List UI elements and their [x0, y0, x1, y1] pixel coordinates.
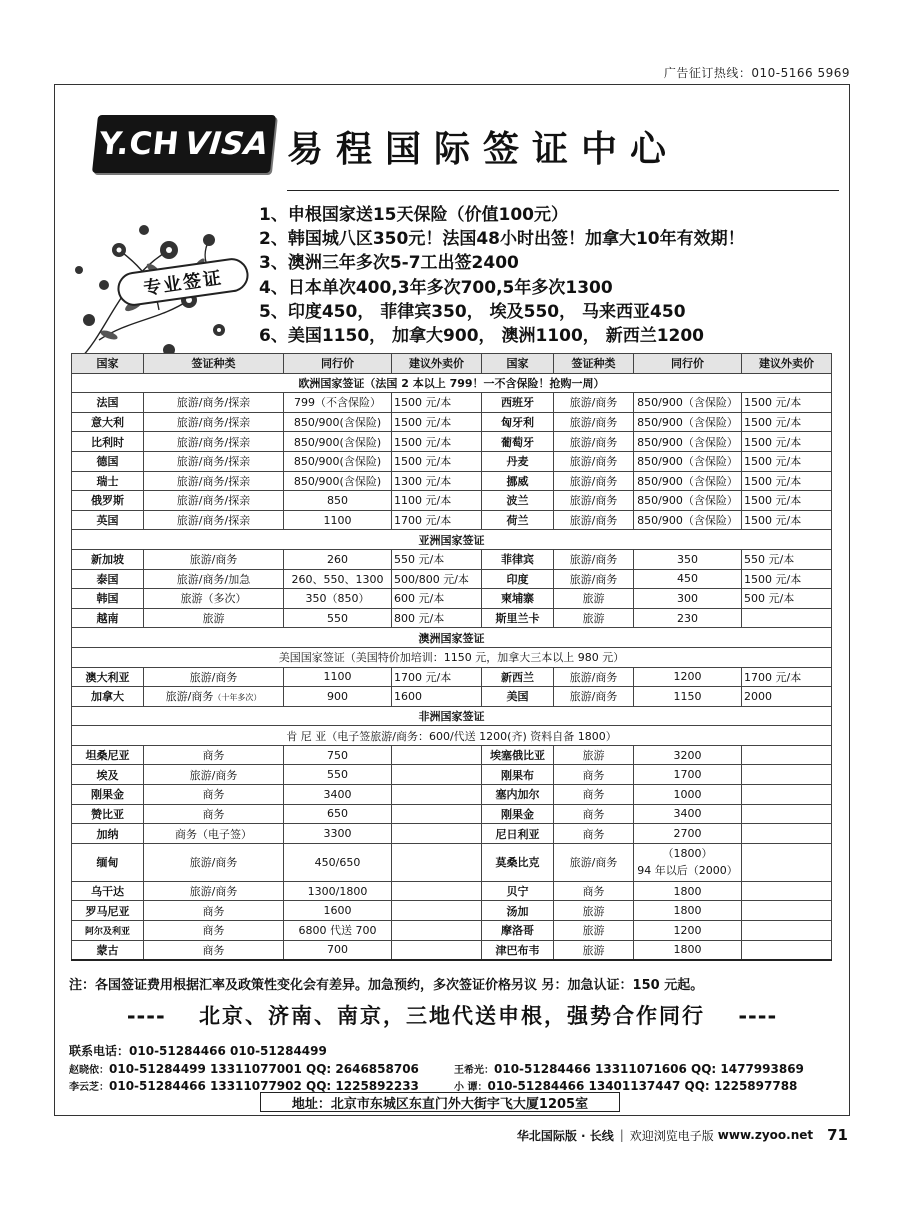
- visa-type-cell: 旅游: [554, 745, 634, 765]
- contact-name: 李云芝：: [69, 1082, 109, 1093]
- trade-price-cell: 1200: [634, 667, 742, 687]
- country-cell: 俄罗斯: [72, 491, 144, 511]
- country-cell: 尼日利亚: [482, 824, 554, 844]
- retail-price-cell: 1500 元/本: [742, 510, 832, 530]
- retail-price-cell: 1500 元/本: [392, 412, 482, 432]
- country-cell: 丹麦: [482, 451, 554, 471]
- country-cell: 新加坡: [72, 549, 144, 569]
- trade-price-cell: 750: [284, 745, 392, 765]
- table-row: [72, 491, 832, 511]
- retail-price-cell: [742, 608, 832, 628]
- country-cell: 刚果金: [72, 785, 144, 805]
- asia-section-title-text: 亚洲国家签证: [72, 530, 832, 550]
- retail-price-cell: 1500 元/本: [742, 432, 832, 452]
- canada-multi-entry-note: （十年多次）: [213, 693, 262, 703]
- table-row: [72, 451, 832, 471]
- table-row: [72, 549, 832, 569]
- country-cell: 刚果布: [482, 765, 554, 785]
- table-row: [72, 510, 832, 530]
- visa-type-cell: 旅游/商务: [554, 510, 634, 530]
- promotion-item: 1、申根国家送15天保险（价值100元）: [259, 205, 568, 225]
- visa-type-cell: 商务（电子签）: [144, 824, 284, 844]
- column-header: 建议外卖价: [392, 354, 482, 374]
- visa-type-cell: 旅游/商务: [144, 667, 284, 687]
- footer-section: 华北国际版 · 长线: [516, 1128, 614, 1143]
- column-header: 签证种类: [144, 354, 284, 374]
- country-cell: 意大利: [72, 412, 144, 432]
- trade-price-cell: 1600: [284, 901, 392, 921]
- country-cell: 泰国: [72, 569, 144, 589]
- retail-price-cell: 1500 元/本: [742, 412, 832, 432]
- trade-price-cell: 850/900（含保险）: [634, 510, 742, 530]
- trade-price-cell: 850/900（含保险）: [634, 412, 742, 432]
- asia-section-title: [72, 530, 832, 550]
- contact-name: 小 谭：: [454, 1082, 488, 1093]
- visa-type-cell: 旅游/商务: [554, 451, 634, 471]
- trade-price-cell: 3400: [634, 804, 742, 824]
- trade-price-cell: 850/900（含保险）: [634, 432, 742, 452]
- retail-price-cell: 2000: [742, 687, 832, 707]
- table-row: [72, 804, 832, 824]
- column-header: 同行价: [284, 354, 392, 374]
- trade-price-cell: 1100: [284, 667, 392, 687]
- visa-type-cell: 旅游/商务/探亲: [144, 393, 284, 413]
- column-header: 同行价: [634, 354, 742, 374]
- trade-price-cell: 3200: [634, 745, 742, 765]
- slogan-text: 北京、济南、南京，三地代送申根，强势合作同行: [199, 1004, 705, 1028]
- slogan-dash-right: ----: [738, 1004, 778, 1028]
- europe-section-title: [72, 373, 832, 393]
- promotion-item: 4、日本单次400,3年多次700,5年多次1300: [259, 277, 613, 298]
- trade-price-line: （1800）: [662, 847, 713, 861]
- visa-type-cell: 旅游: [554, 921, 634, 941]
- country-cell: 澳大利亚: [72, 667, 144, 687]
- retail-price-cell: 600 元/本: [392, 589, 482, 609]
- country-cell: 汤加: [482, 901, 554, 921]
- country-cell: 莫桑比克: [482, 843, 554, 881]
- retail-price-cell: [742, 901, 832, 921]
- trade-price-cell: 1000: [634, 785, 742, 805]
- visa-price-table: [71, 353, 832, 961]
- europe-section-title-text: 欧洲国家签证（法国 2 本以上 799！一不含保险！抢购一周）: [72, 373, 832, 393]
- country-cell: 塞内加尔: [482, 785, 554, 805]
- country-cell: 蒙古: [72, 940, 144, 960]
- country-cell: 波兰: [482, 491, 554, 511]
- retail-price-cell: 1500 元/本: [742, 393, 832, 413]
- retail-price-cell: [742, 804, 832, 824]
- visa-type-cell: 旅游/商务/探亲: [144, 471, 284, 491]
- visa-type-cell: 商务: [144, 901, 284, 921]
- visa-type-cell: 旅游/商务（十年多次）: [144, 687, 284, 707]
- visa-type-cell: 旅游（多次）: [144, 589, 284, 609]
- visa-type-cell: 商务: [554, 824, 634, 844]
- professional-visa-badge: 专业签证: [115, 256, 250, 308]
- country-cell: 缅甸: [72, 843, 144, 881]
- table-row: [72, 765, 832, 785]
- retail-price-cell: [742, 843, 832, 881]
- table-row: [72, 687, 832, 707]
- trade-price-cell: 850/900(含保险): [284, 451, 392, 471]
- table-row: [72, 745, 832, 765]
- visa-type-cell: 旅游/商务/探亲: [144, 412, 284, 432]
- column-header: 签证种类: [554, 354, 634, 374]
- contact-details: 010-51284499 13311077001 QQ: 2646858706: [109, 1061, 419, 1076]
- trade-price-cell: 850: [284, 491, 392, 511]
- contact-main: [69, 1043, 419, 1061]
- visa-type-cell: 旅游/商务: [554, 549, 634, 569]
- company-title: 易程国际签证中心: [287, 128, 680, 170]
- table-row: [72, 940, 832, 960]
- logo-text-visa: VISA: [183, 126, 271, 162]
- visa-type-cell: 商务: [144, 785, 284, 805]
- column-header: 国家: [72, 354, 144, 374]
- america-section-title: [72, 647, 832, 667]
- title-divider: [287, 190, 839, 191]
- trade-price-cell: 1800: [634, 901, 742, 921]
- retail-price-cell: [742, 745, 832, 765]
- visa-type-cell: 旅游/商务: [554, 432, 634, 452]
- country-cell: 韩国: [72, 589, 144, 609]
- table-row: [72, 432, 832, 452]
- trade-price-cell: 850/900(含保险): [284, 432, 392, 452]
- promotion-item: 3、澳洲三年多次5-7工出签2400: [259, 253, 519, 274]
- retail-price-cell: [742, 765, 832, 785]
- visa-type-cell: 旅游/商务/探亲: [144, 491, 284, 511]
- retail-price-cell: 1700 元/本: [392, 510, 482, 530]
- kenya-section-title: [72, 726, 832, 746]
- table-row: [72, 412, 832, 432]
- retail-price-cell: [742, 785, 832, 805]
- visa-type-cell: 旅游: [554, 608, 634, 628]
- country-cell: 加拿大: [72, 687, 144, 707]
- column-header: 建议外卖价: [742, 354, 832, 374]
- table-row: [72, 785, 832, 805]
- visa-type-cell: 旅游/商务: [144, 881, 284, 901]
- page-number: 71: [827, 1126, 848, 1144]
- table-row: [72, 471, 832, 491]
- trade-price-cell: 1800: [634, 881, 742, 901]
- contact-details: 010-51284466 13311071606 QQ: 1477993869: [494, 1061, 804, 1076]
- visa-type-cell: 商务: [554, 765, 634, 785]
- trade-price-cell: 260: [284, 549, 392, 569]
- trade-price-cell: 450: [634, 569, 742, 589]
- contact-main-label: 联系电话：: [69, 1044, 130, 1058]
- country-cell: 西班牙: [482, 393, 554, 413]
- trade-price-cell: 799（不含保险）: [284, 393, 392, 413]
- trade-price-cell: 1200: [634, 921, 742, 941]
- country-cell: 荷兰: [482, 510, 554, 530]
- country-cell: 印度: [482, 569, 554, 589]
- contact-name: 王希光：: [454, 1064, 494, 1076]
- kenya-section-title-text: 肯 尼 亚（电子签旅游/商务：600/代送 1200(齐) 资料自备 1800）: [72, 726, 832, 746]
- retail-price-cell: 1100 元/本: [392, 491, 482, 511]
- africa-section-title: [72, 706, 832, 726]
- retail-price-cell: [742, 921, 832, 941]
- trade-price-cell: 1150: [634, 687, 742, 707]
- country-cell: 摩洛哥: [482, 921, 554, 941]
- retail-price-cell: 550 元/本: [742, 549, 832, 569]
- retail-price-cell: 1600: [392, 687, 482, 707]
- retail-price-cell: 1700 元/本: [392, 667, 482, 687]
- retail-price-cell: [742, 824, 832, 844]
- contact-main-phones: 010-51284466 010-51284499: [129, 1044, 327, 1058]
- trade-price-cell: 350（850）: [284, 589, 392, 609]
- table-row: [72, 921, 832, 941]
- retail-price-cell: [392, 843, 482, 881]
- country-cell: 埃及: [72, 765, 144, 785]
- trade-price-cell: 1700: [634, 765, 742, 785]
- table-header-row: [72, 354, 832, 374]
- promotion-list: [259, 203, 745, 348]
- country-cell: 新西兰: [482, 667, 554, 687]
- trade-price-cell: [634, 843, 742, 881]
- country-cell: 英国: [72, 510, 144, 530]
- visa-type-cell: 旅游/商务: [554, 491, 634, 511]
- table-row: [72, 901, 832, 921]
- visa-type-cell: 旅游/商务: [554, 393, 634, 413]
- country-cell: 瑞士: [72, 471, 144, 491]
- visa-type-cell: 旅游/商务: [554, 667, 634, 687]
- footer-divider: |: [619, 1128, 624, 1142]
- country-cell: 贝宁: [482, 881, 554, 901]
- trade-price-cell: 700: [284, 940, 392, 960]
- promotion-item: 2、韩国城八区350元！法国48小时出签！加拿大10年有效期！: [259, 229, 745, 250]
- ad-frame: [54, 84, 850, 1116]
- retail-price-cell: 800 元/本: [392, 608, 482, 628]
- country-cell: 斯里兰卡: [482, 608, 554, 628]
- retail-price-cell: [392, 881, 482, 901]
- country-cell: 罗马尼亚: [72, 901, 144, 921]
- retail-price-cell: 1500 元/本: [742, 569, 832, 589]
- contact-row: [69, 1061, 804, 1079]
- table-row: [72, 667, 832, 687]
- contact-details: 010-51284466 13401137447 QQ: 1225897788: [487, 1079, 798, 1093]
- visa-type-cell: 旅游/商务: [144, 843, 284, 881]
- contact-name: 赵晓依：: [69, 1064, 109, 1076]
- retail-price-cell: 1300 元/本: [392, 471, 482, 491]
- retail-price-cell: 500/800 元/本: [392, 569, 482, 589]
- trade-price-cell: 550: [284, 608, 392, 628]
- retail-price-cell: [742, 881, 832, 901]
- retail-price-cell: 1500 元/本: [392, 393, 482, 413]
- retail-price-cell: 1500 元/本: [742, 491, 832, 511]
- footer-website-link[interactable]: www.zyoo.net: [717, 1128, 814, 1142]
- retail-price-cell: [392, 824, 482, 844]
- visa-type-cell: 旅游/商务: [554, 687, 634, 707]
- trade-price-cell: 3400: [284, 785, 392, 805]
- country-cell: 阿尔及利亚: [72, 921, 144, 941]
- table-row: [72, 843, 832, 881]
- country-cell: 德国: [72, 451, 144, 471]
- trade-price-cell: 350: [634, 549, 742, 569]
- trade-price-cell: 850/900(含保险): [284, 471, 392, 491]
- trade-price-cell: 1800: [634, 940, 742, 960]
- visa-type-cell: 旅游/商务: [144, 549, 284, 569]
- page-footer: [517, 1126, 848, 1144]
- retail-price-cell: [392, 901, 482, 921]
- retail-price-cell: [392, 804, 482, 824]
- trade-price-cell: 6800 代送 700: [284, 921, 392, 941]
- trade-price-cell: 2700: [634, 824, 742, 844]
- table-row: [72, 569, 832, 589]
- table-row: [72, 608, 832, 628]
- table-row: [72, 881, 832, 901]
- visa-type-cell: 旅游: [554, 589, 634, 609]
- trade-price-cell: 850/900（含保险）: [634, 471, 742, 491]
- trade-price-cell: 260、550、1300: [284, 569, 392, 589]
- retail-price-cell: [742, 940, 832, 960]
- office-address: 地址：北京市东城区东直门外大街宇飞大厦1205室: [260, 1092, 620, 1112]
- footer-welcome: 欢迎浏览电子版: [629, 1128, 714, 1143]
- retail-price-cell: [392, 745, 482, 765]
- trade-price-cell: 850/900（含保险）: [634, 393, 742, 413]
- country-cell: 柬埔寨: [482, 589, 554, 609]
- retail-price-cell: 1500 元/本: [742, 471, 832, 491]
- visa-type-cell: 旅游/商务: [554, 569, 634, 589]
- country-cell: 法国: [72, 393, 144, 413]
- visa-type-cell: 旅游/商务/加急: [144, 569, 284, 589]
- trade-price-cell: 900: [284, 687, 392, 707]
- country-cell: 挪威: [482, 471, 554, 491]
- retail-price-cell: [392, 765, 482, 785]
- trade-price-cell: 1300/1800: [284, 881, 392, 901]
- slogan-dash-left: ----: [126, 1004, 166, 1028]
- visa-type-cell: 商务: [144, 745, 284, 765]
- ad-hotline: 广告征订热线：010-5166 5969: [663, 66, 850, 80]
- retail-price-cell: 1500 元/本: [742, 451, 832, 471]
- visa-type-cell: 商务: [554, 881, 634, 901]
- country-cell: 越南: [72, 608, 144, 628]
- country-cell: 赞比亚: [72, 804, 144, 824]
- visa-type-cell: 商务: [554, 804, 634, 824]
- oceania-section-title-text: 澳洲国家签证: [72, 628, 832, 648]
- trade-price-cell: 850/900（含保险）: [634, 451, 742, 471]
- country-cell: 比利时: [72, 432, 144, 452]
- trade-price-line: 94 年以后（2000）: [637, 864, 738, 878]
- contact-details: 010-51284466 13311077902 QQ: 1225892233: [109, 1079, 419, 1093]
- country-cell: 加纳: [72, 824, 144, 844]
- trade-price-cell: 550: [284, 765, 392, 785]
- country-cell: 菲律宾: [482, 549, 554, 569]
- country-cell: 刚果金: [482, 804, 554, 824]
- retail-price-cell: 550 元/本: [392, 549, 482, 569]
- country-cell: 匈牙利: [482, 412, 554, 432]
- trade-price-cell: 1100: [284, 510, 392, 530]
- visa-type-cell: 商务: [144, 940, 284, 960]
- country-cell: 埃塞俄比亚: [482, 745, 554, 765]
- country-cell: 津巴布韦: [482, 940, 554, 960]
- country-cell: 葡萄牙: [482, 432, 554, 452]
- visa-type-cell: 商务: [554, 785, 634, 805]
- africa-section-title-text: 非洲国家签证: [72, 706, 832, 726]
- table-row: [72, 824, 832, 844]
- promotion-item: 6、美国1150， 加拿大900， 澳洲1100， 新西兰1200: [259, 326, 705, 347]
- visa-type-cell: 旅游: [554, 940, 634, 960]
- retail-price-cell: [392, 921, 482, 941]
- price-table-body: [72, 354, 832, 960]
- visa-type-cell: 旅游/商务/探亲: [144, 451, 284, 471]
- country-cell: 坦桑尼亚: [72, 745, 144, 765]
- trade-price-cell: 650: [284, 804, 392, 824]
- retail-price-cell: 1500 元/本: [392, 451, 482, 471]
- retail-price-cell: [392, 785, 482, 805]
- retail-price-cell: 1500 元/本: [392, 432, 482, 452]
- visa-type-cell: 旅游/商务: [554, 843, 634, 881]
- ych-visa-logo: [92, 115, 276, 173]
- country-cell: 乌干达: [72, 881, 144, 901]
- country-cell: 美国: [482, 687, 554, 707]
- table-row: [72, 393, 832, 413]
- retail-price-cell: 500 元/本: [742, 589, 832, 609]
- trade-price-cell: 300: [634, 589, 742, 609]
- slogan: [55, 1000, 849, 1030]
- table-row: [72, 589, 832, 609]
- contact-block: [69, 1043, 804, 1096]
- visa-type-cell: 旅游/商务: [144, 765, 284, 785]
- america-section-title-text: 美国国家签证（美国特价加培训：1150 元，加拿大三本以上 980 元）: [72, 647, 832, 667]
- retail-price-cell: [392, 940, 482, 960]
- trade-price-cell: 3300: [284, 824, 392, 844]
- visa-type-cell: 旅游: [554, 901, 634, 921]
- visa-type-cell: 商务: [144, 921, 284, 941]
- trade-price-cell: 850/900(含保险): [284, 412, 392, 432]
- retail-price-cell: 1700 元/本: [742, 667, 832, 687]
- column-header: 国家: [482, 354, 554, 374]
- visa-type-cell: 商务: [144, 804, 284, 824]
- trade-price-cell: 850/900（含保险）: [634, 491, 742, 511]
- promotion-item: 5、印度450， 菲律宾350， 埃及550， 马来西亚450: [259, 301, 686, 322]
- price-note: 注：各国签证费用根据汇率及政策性变化会有差异。加急预约，多次签证价格另议 另：加急认证：150 元起。: [69, 978, 704, 993]
- trade-price-cell: 230: [634, 608, 742, 628]
- trade-price-cell: 450/650: [284, 843, 392, 881]
- visa-type-cell: 旅游/商务: [554, 412, 634, 432]
- visa-type-cell: 旅游/商务/探亲: [144, 510, 284, 530]
- oceania-section-title: [72, 628, 832, 648]
- visa-type-cell: 旅游/商务/探亲: [144, 432, 284, 452]
- visa-type-cell: 旅游: [144, 608, 284, 628]
- logo-text-ych: Y.CH: [97, 126, 181, 162]
- visa-type-cell: 旅游/商务: [554, 471, 634, 491]
